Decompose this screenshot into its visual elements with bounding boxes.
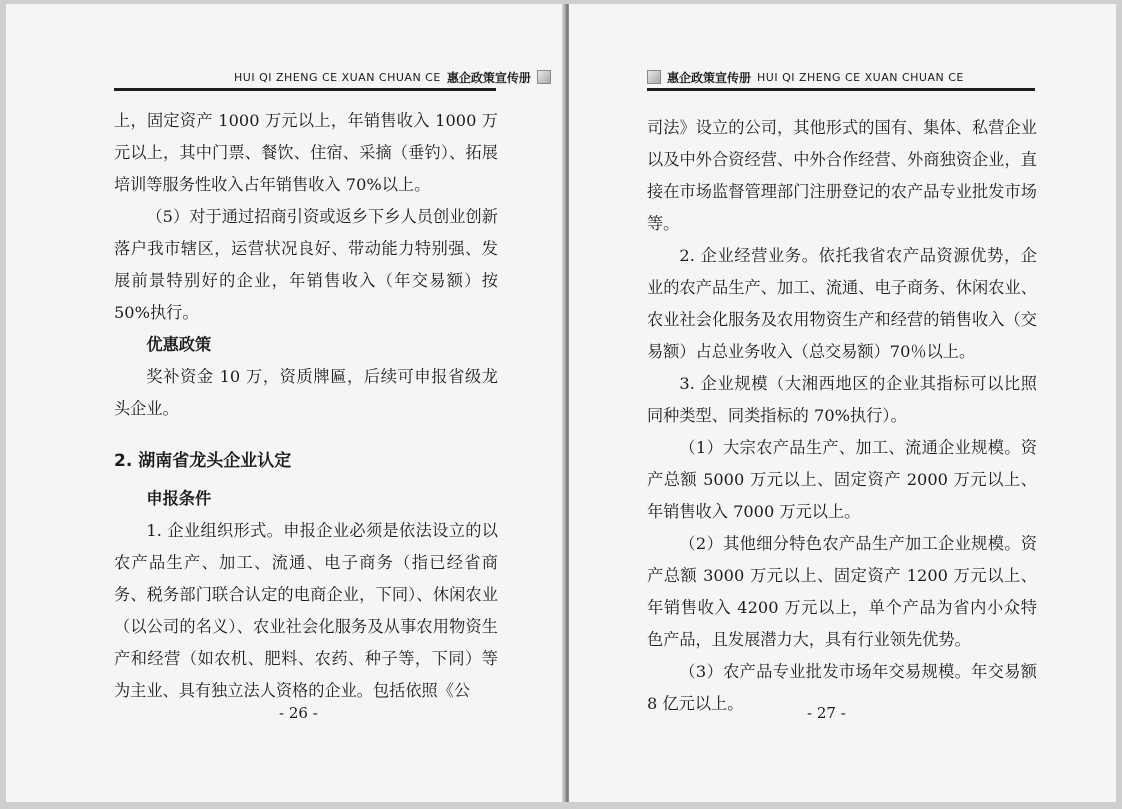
header-cn: 惠企政策宣传册 xyxy=(446,70,531,85)
right-page xyxy=(569,4,1116,802)
left-page-header xyxy=(234,66,551,88)
header-emblem-icon xyxy=(647,70,661,84)
header-cn: 惠企政策宣传册 xyxy=(667,70,752,85)
paragraph: 1. 企业组织形式。申报企业必须是依法设立的以农产品生产、加工、流通、电子商务（指已经省商务、税务部门联合认定的电商企业，下同）、休闲农业（以公司的名义）、农业社会化服务及从事农用物资生产和经营（如农机、肥料、农药、种子等，下同）等为主业、具有独立法人资格的企业。包括依照《公 xyxy=(114,521,498,700)
book-spread xyxy=(6,4,1116,802)
paragraph: （3）农产品专业批发市场年交易规模。年交易额 8 亿元以上。 xyxy=(647,662,1037,713)
page-number: - 27 - xyxy=(807,704,846,722)
paragraph: 上，固定资产 1000 万元以上，年销售收入 1000 万元以上，其中门票、餐饮、住宿、采摘（垂钓）、拓展培训等服务性收入占年销售收入 70%以上。 xyxy=(114,111,498,194)
right-page-header xyxy=(647,66,964,88)
section-heading: 2. 湖南省龙头企业认定 xyxy=(114,451,292,471)
right-body-text xyxy=(647,112,1037,720)
paragraph: （5）对于通过招商引资或返乡下乡人员创业创新落户我市辖区，运营状况良好、带动能力特别强、发展前景特别好的企业，年销售收入（年交易额）按 50%执行。 xyxy=(114,207,498,322)
section-subheading: 优惠政策 xyxy=(146,335,212,354)
paragraph: 2. 企业经营业务。依托我省农产品资源优势，企业的农产品生产、加工、流通、电子商务、休闲农业、农业社会化服务及农用物资生产和经营的销售收入（交易额）占总业务收入（总交易额）70％以上。 xyxy=(647,246,1037,361)
paragraph: （2）其他细分特色农产品生产加工企业规模。资产总额 3000 万元以上、固定资产 1200 万元以上、年销售收入 4200 万元以上，单个产品为省内小众特色产品，且发展潜力大，具有行业领先优势。 xyxy=(647,534,1037,649)
header-rule xyxy=(647,88,1035,91)
left-page xyxy=(6,4,564,802)
left-body-text xyxy=(114,105,498,707)
paragraph: （1）大宗农产品生产、加工、流通企业规模。资产总额 5000 万元以上、固定资产 2000 万元以上、年销售收入 7000 万元以上。 xyxy=(647,438,1037,521)
paragraph: 3. 企业规模（大湘西地区的企业其指标可以比照同种类型、同类指标的 70%执行）。 xyxy=(647,374,1037,425)
header-en: HUI QI ZHENG CE XUAN CHUAN CE xyxy=(234,70,441,84)
paragraph: 司法》设立的公司，其他形式的国有、集体、私营企业以及中外合资经营、中外合作经营、外商独资企业，直接在市场监督管理部门注册登记的农产品专业批发市场等。 xyxy=(647,118,1037,233)
header-en: HUI QI ZHENG CE XUAN CHUAN CE xyxy=(757,70,964,84)
paragraph: 奖补资金 10 万，资质牌匾，后续可申报省级龙头企业。 xyxy=(114,367,498,418)
section-subheading: 申报条件 xyxy=(146,489,212,508)
header-rule xyxy=(114,88,496,91)
page-number: - 26 - xyxy=(279,704,318,722)
header-emblem-icon xyxy=(537,70,551,84)
